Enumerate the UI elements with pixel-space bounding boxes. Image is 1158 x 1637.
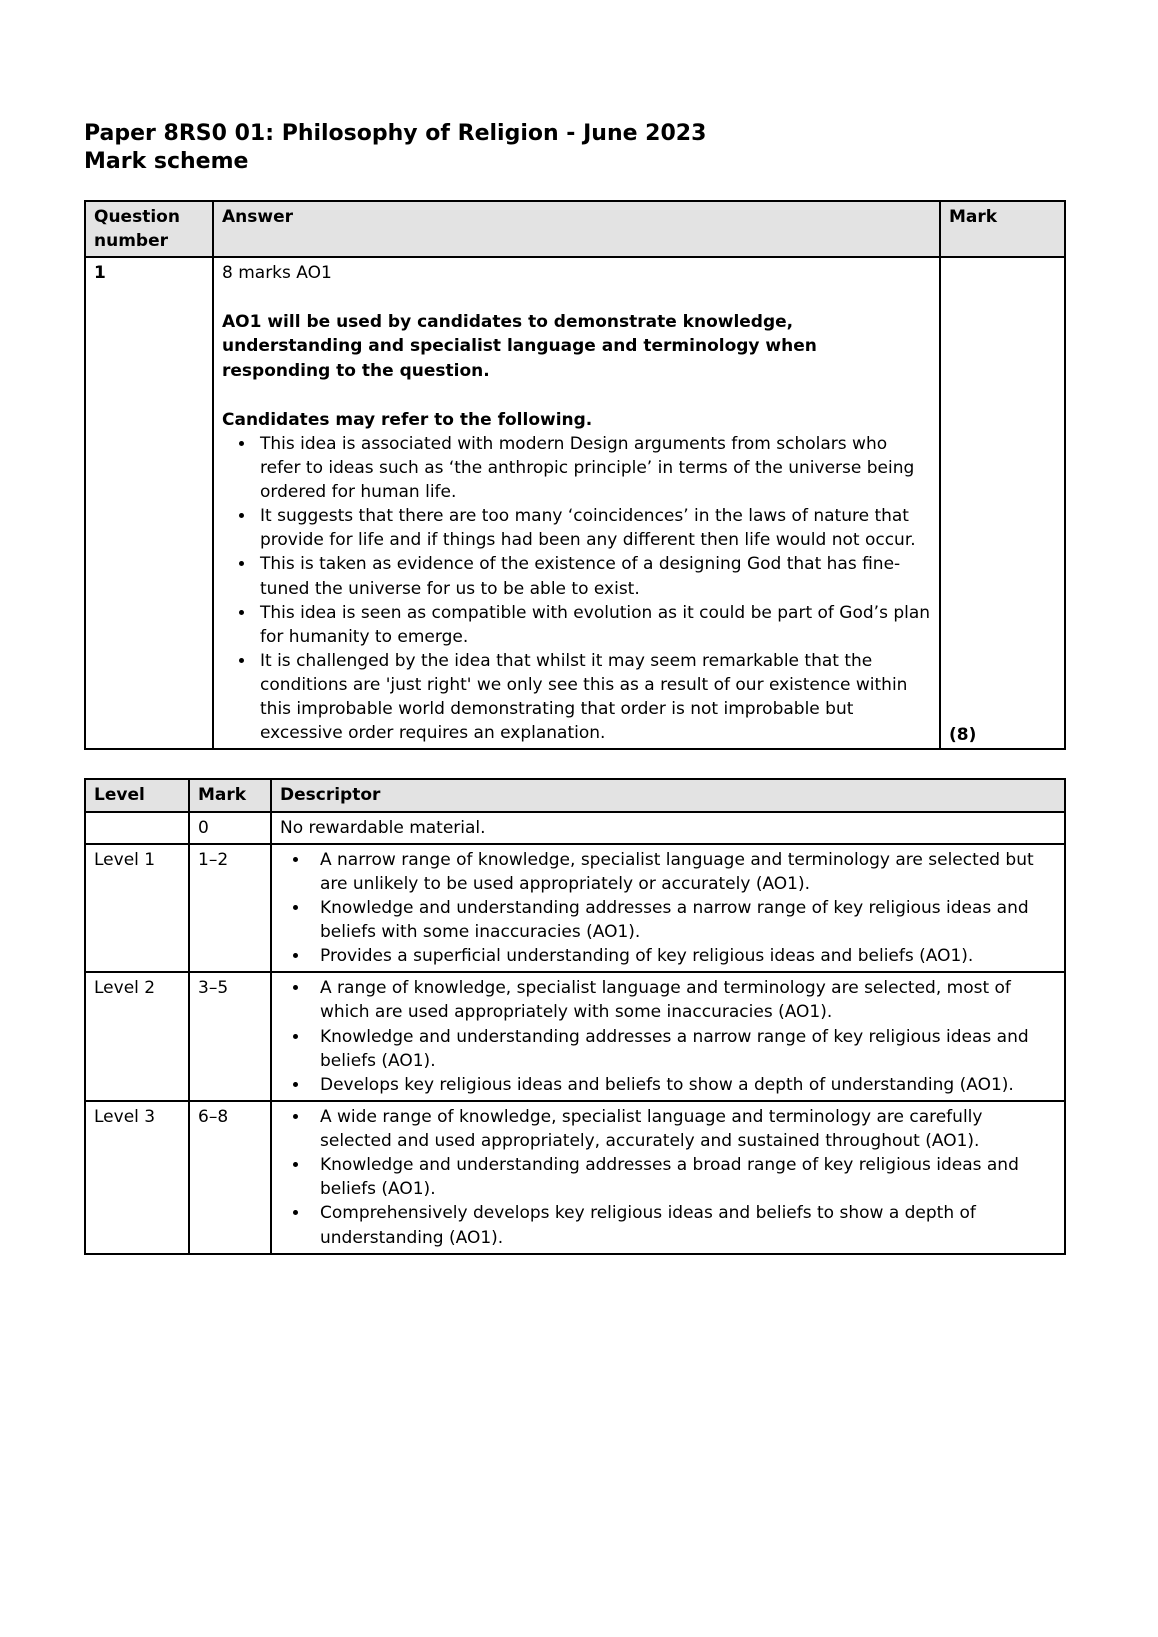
candidates-heading: Candidates may refer to the following. (222, 409, 593, 430)
answer-bullet: • This is taken as evidence of the existence of a designing God that has fine-tuned the universe for us to be able to exist. (256, 552, 931, 600)
answer-table (84, 200, 1066, 751)
answer-bullet: • It is challenged by the idea that whilst it may seem remarkable that the conditions are 'just right' we only see this as a result of our existence within this improbable world demonstrating that order is not improbable but excessive order requires an explanation. (256, 649, 931, 746)
answer-table-header-row (85, 201, 1065, 257)
page-title (84, 120, 1158, 176)
level-mark-cell: 3–5 (189, 972, 271, 1101)
answer-table-header-mark: Mark (940, 201, 1065, 257)
level-descriptor-bullet: • Knowledge and understanding addresses a narrow range of key religious ideas and beliefs (AO1). (310, 1025, 1056, 1073)
level-descriptor-bullet: • Develops key religious ideas and beliefs to show a depth of understanding (AO1). (310, 1073, 1056, 1097)
level-descriptor-bullet: • Knowledge and understanding addresses a broad range of key religious ideas and beliefs (AO1). (310, 1153, 1056, 1201)
mark-cell: (8) (940, 257, 1065, 749)
level-descriptor-bullet: • A range of knowledge, specialist language and terminology are selected, most of which are used appropriately with some inaccuracies (AO1). (310, 976, 1056, 1024)
answer-table-row (85, 257, 1065, 749)
level-descriptor-bullet: • A wide range of knowledge, specialist language and terminology are carefully selected and used appropriately, accurately and sustained throughout (AO1). (310, 1105, 1056, 1153)
level-cell: Level 2 (85, 972, 189, 1101)
levels-table-header-descriptor: Descriptor (271, 779, 1065, 811)
answer-bullet: • It suggests that there are too many ‘coincidences’ in the laws of nature that provide for life and if things had been any different then life would not occur. (256, 504, 931, 552)
answer-bullet: • This idea is seen as compatible with evolution as it could be part of God’s plan for humanity to emerge. (256, 601, 931, 649)
level-mark-cell: 1–2 (189, 844, 271, 973)
levels-table-row-2 (85, 972, 1065, 1101)
page-title-line1: Paper 8RS0 01: Philosophy of Religion - June 2023 (84, 121, 707, 146)
answer-table-header-answer: Answer (213, 201, 940, 257)
levels-table-header-row (85, 779, 1065, 811)
level-descriptor-bullet: • Knowledge and understanding addresses a narrow range of key religious ideas and beliefs with some inaccuracies (AO1). (310, 896, 1056, 944)
levels-table-header-level: Level (85, 779, 189, 811)
answer-table-header-question-number: Question number (85, 201, 213, 257)
level-descriptor-bullet: • Provides a superficial understanding of key religious ideas and beliefs (AO1). (310, 944, 1056, 968)
level-descriptor-cell (271, 844, 1065, 973)
levels-table-row-3 (85, 1101, 1065, 1254)
level-descriptor-cell: No rewardable material. (271, 812, 1065, 844)
levels-table-row-0 (85, 812, 1065, 844)
level-cell: Level 1 (85, 844, 189, 973)
level-descriptor-bullet: • A narrow range of knowledge, specialist language and terminology are selected but are unlikely to be used appropriately or accurately (AO1). (310, 848, 1056, 896)
level-descriptor-list (280, 848, 1056, 969)
levels-table-header-mark: Mark (189, 779, 271, 811)
levels-table-row-1 (85, 844, 1065, 973)
ao1-note: AO1 will be used by candidates to demonstrate knowledge, understanding and specialist language and terminology when responding to the question. (222, 312, 817, 381)
answer-intro: 8 marks AO1 (222, 263, 332, 284)
levels-table (84, 778, 1066, 1254)
level-descriptor-bullet: • Comprehensively develops key religious ideas and beliefs to show a depth of understanding (AO1). (310, 1201, 1056, 1249)
level-cell (85, 812, 189, 844)
page-title-line2: Mark scheme (84, 148, 249, 174)
level-descriptor-cell (271, 1101, 1065, 1254)
answer-bullet-list (222, 432, 931, 746)
level-cell: Level 3 (85, 1101, 189, 1254)
question-number-cell: 1 (85, 257, 213, 749)
answer-cell (213, 257, 940, 749)
level-mark-cell: 6–8 (189, 1101, 271, 1254)
level-mark-cell: 0 (189, 812, 271, 844)
level-descriptor-cell (271, 972, 1065, 1101)
answer-bullet: • This idea is associated with modern Design arguments from scholars who refer to ideas such as ‘the anthropic principle’ in terms of the universe being ordered for human life. (256, 432, 931, 504)
level-descriptor-list (280, 976, 1056, 1097)
level-descriptor-list (280, 1105, 1056, 1250)
